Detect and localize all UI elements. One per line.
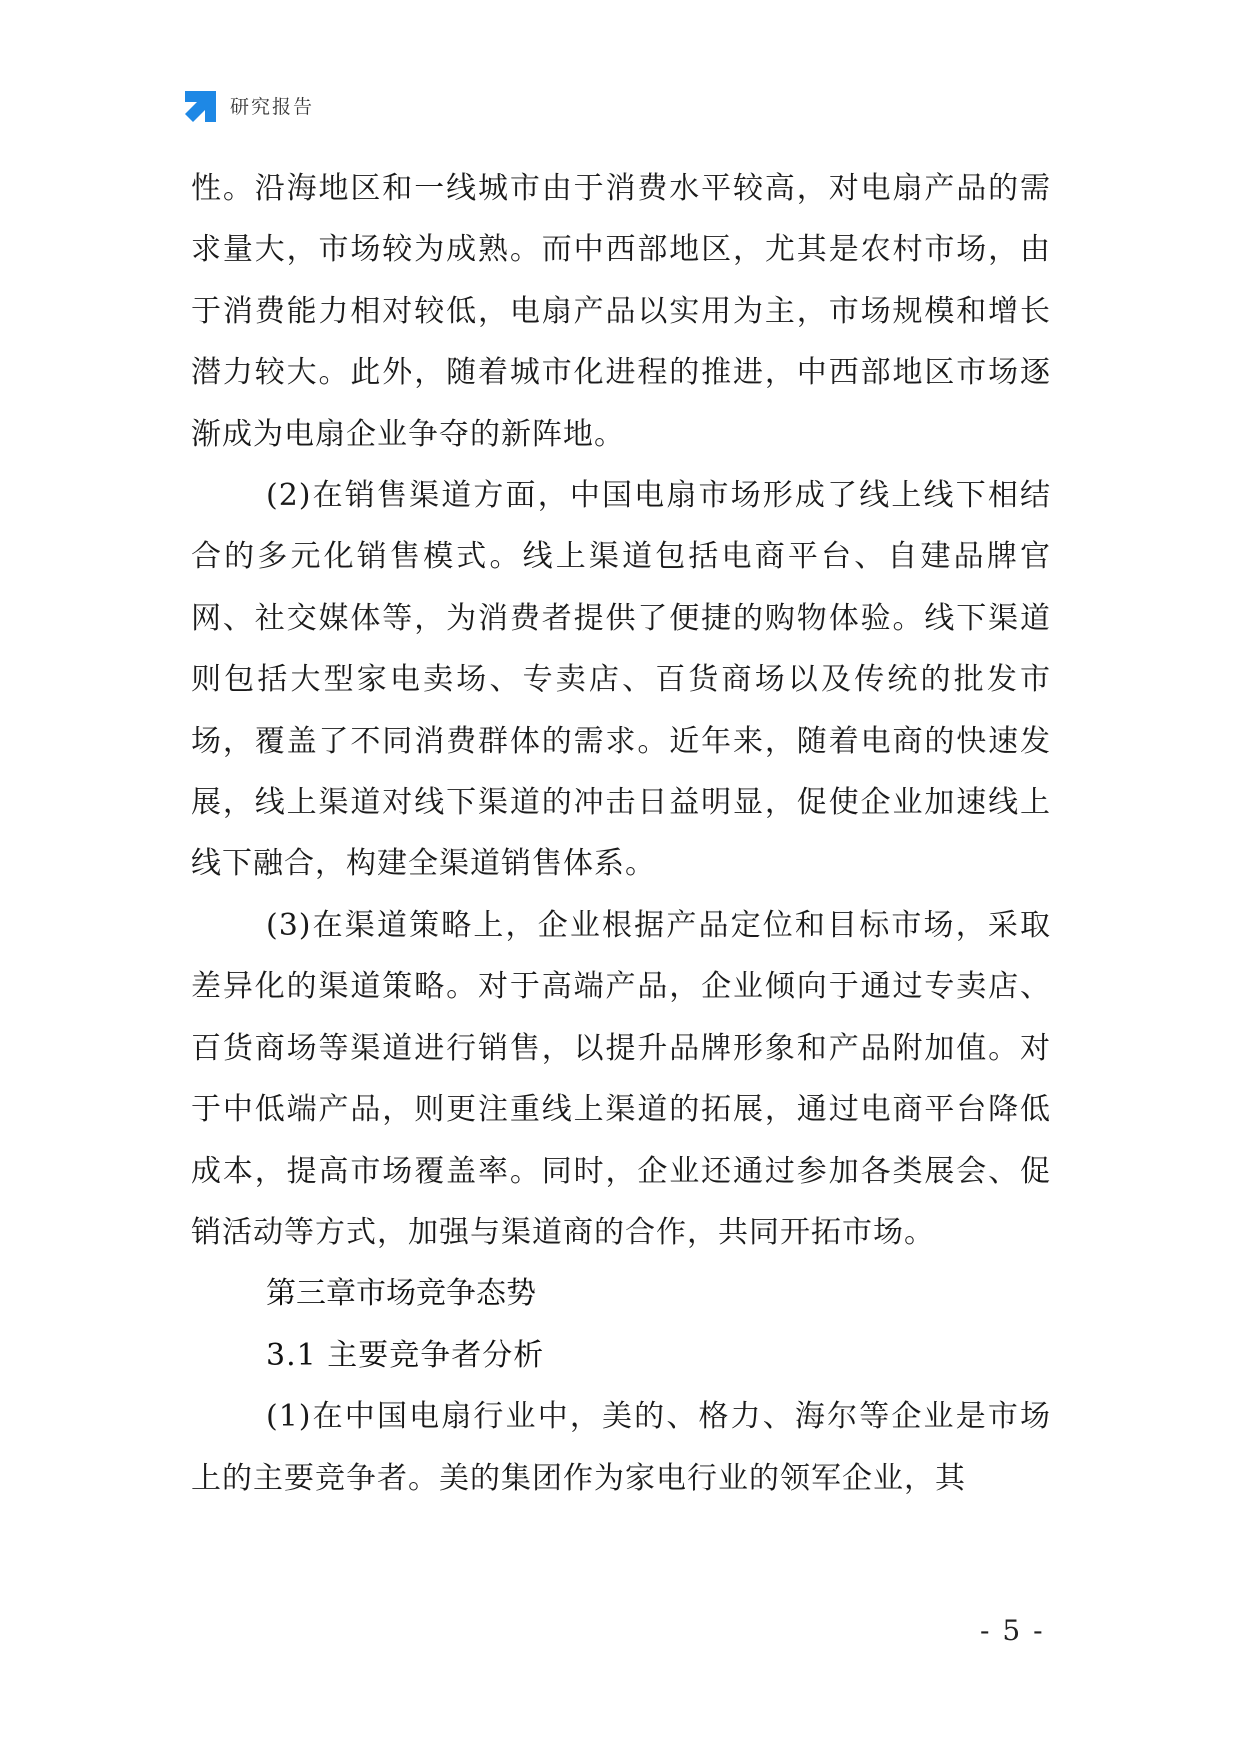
document-body [191, 158, 1051, 1509]
chapter-heading: 第三章市场竞争态势 [266, 1276, 536, 1312]
page-header [185, 88, 314, 122]
paragraph-sales-channels: (2)在销售渠道方面，中国电扇市场形成了线上线下相结合的多元化销售模式。线上渠道包括电商平台、自建品牌官网、社交媒体等，为消费者提供了便捷的购物体验。线下渠道则包括大型家电卖场、专卖店、百货商场以及传统的批发市场，覆盖了不同消费群体的需求。近年来，随着电商的快速发展，线上渠道对线下渠道的冲击日益明显，促使企业加速线上线下融合，构建全渠道销售体系。 [191, 478, 1051, 882]
paragraph-continuation: 性。沿海地区和一线城市由于消费水平较高，对电扇产品的需求量大，市场较为成熟。而中西部地区，尤其是农村市场，由于消费能力相对较低，电扇产品以实用为主，市场规模和增长潜力较大。此外，随着城市化进程的推进，中西部地区市场逐渐成为电扇企业争夺的新阵地。 [191, 171, 1051, 452]
section-heading: 3.1 主要竞争者分析 [266, 1337, 545, 1373]
page-number: - 5 - [980, 1614, 1045, 1647]
arrow-up-right-icon [185, 88, 219, 122]
header-title: 研究报告 [230, 95, 315, 118]
paragraph-channel-strategy: (3)在渠道策略上，企业根据产品定位和目标市场，采取差异化的渠道策略。对于高端产品，企业倾向于通过专卖店、百货商场等渠道进行销售，以提升品牌形象和产品附加值。对于中低端产品，则更注重线上渠道的拓展，通过电商平台降低成本，提高市场覆盖率。同时，企业还通过参加各类展会、促销活动等方式，加强与渠道商的合作，共同开拓市场。 [191, 907, 1051, 1250]
paragraph-competitors: (1)在中国电扇行业中，美的、格力、海尔等企业是市场上的主要竞争者。美的集团作为家电行业的领军企业，其 [191, 1399, 1051, 1496]
